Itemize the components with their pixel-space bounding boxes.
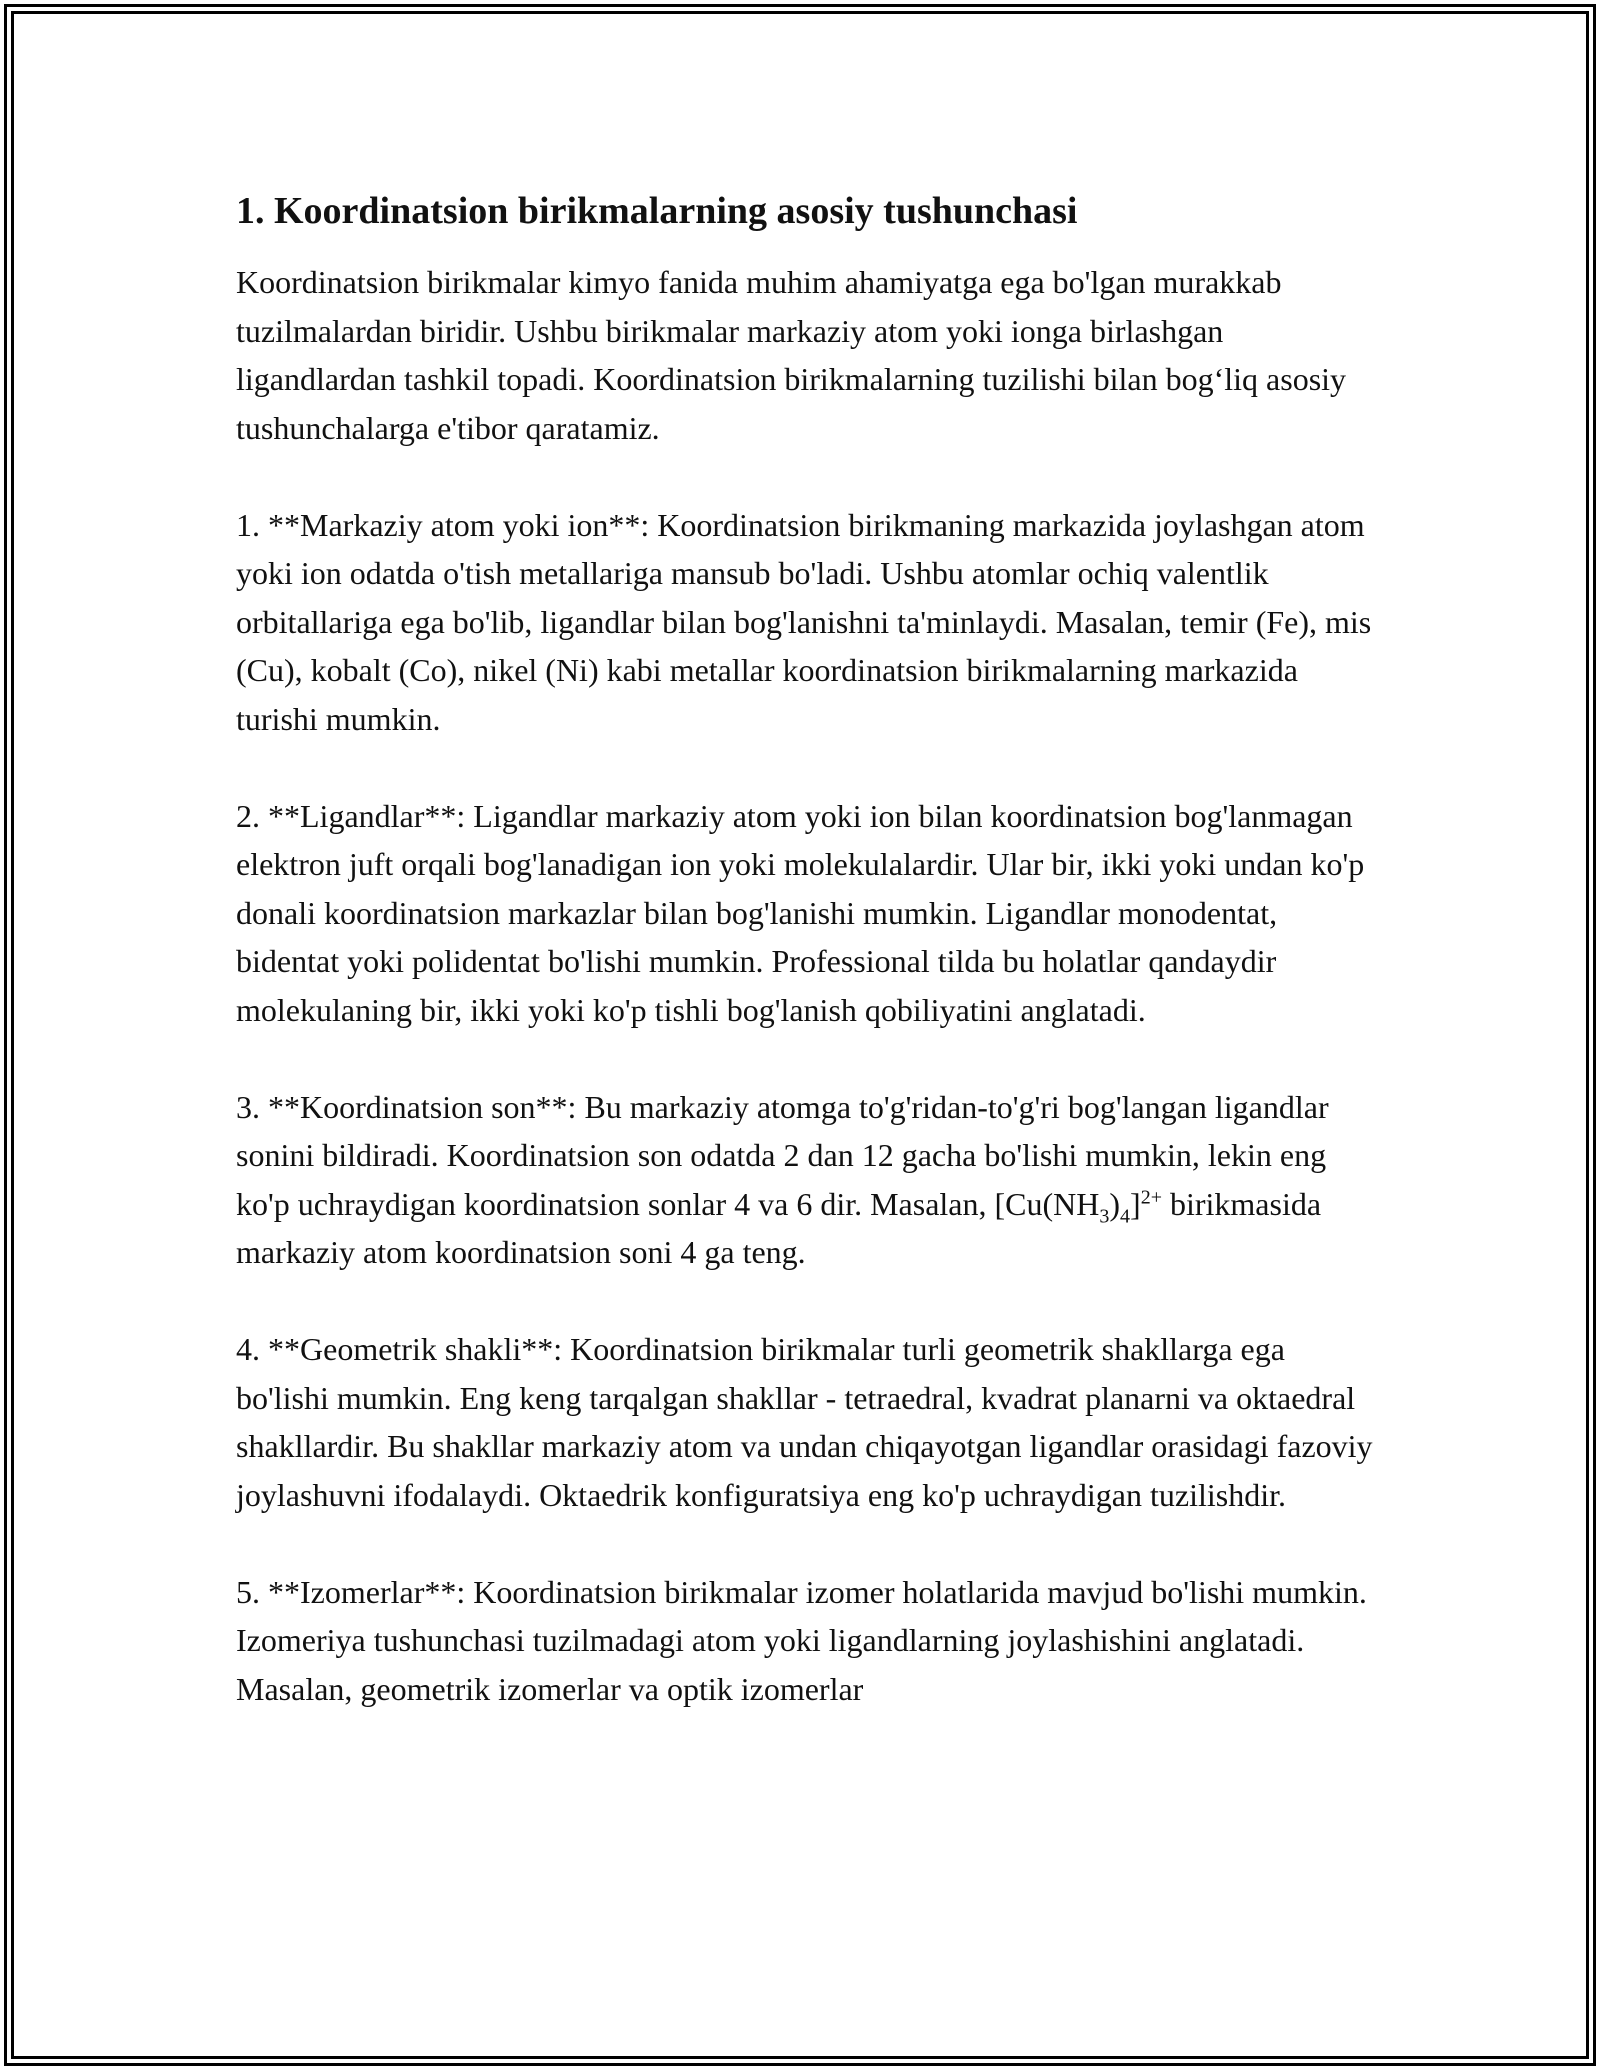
- formula-part: ): [1109, 1185, 1121, 1222]
- paragraph-central-atom: 1. **Markaziy atom yoki ion**: Koordinatsion birikmaning markazida joylashgan atom yoki ion odatda o'tish metallariga mansub bo'ladi. Ushbu atomlar ochiq valentlik orbitallariga ega bo'lib, ligandlar bilan bog'lanishni ta'minlaydi. Masalan, temir (Fe), mis (Cu), kobalt (Co), nikel (Ni) kabi metallar koordinatsion birikmalarning markazida turishi mumkin.: [236, 506, 1372, 737]
- formula-subscript-4: 4: [1120, 1204, 1131, 1227]
- formula-part: [Cu(NH: [994, 1185, 1100, 1222]
- coordination-number-text-end: birikmasida markaziy atom koordinatsion soni 4 ga teng.: [236, 1185, 1322, 1270]
- section-heading: 1. Koordinatsion birikmalarning asosiy tushunchasi: [236, 190, 1078, 232]
- paragraph-coordination-number: [236, 1083, 1376, 1277]
- formula-subscript-3: 3: [1099, 1204, 1110, 1227]
- paragraph-geometry: 4. **Geometrik shakli**: Koordinatsion birikmalar turli geometrik shakllarga ega bo'lishi mumkin. Eng keng tarqalgan shakllar - tetraedral, kvadrat planarni va oktaedral shakllardir. Bu shakllar markaziy atom va undan chiqayotgan ligandlar orasidagi fazoviy joylashuvni ifodalaydi. Oktaedrik konfiguratsiya eng ko'p uchraydigan tuzilishdir.: [236, 1331, 1373, 1513]
- paragraph-ligands: 2. **Ligandlar**: Ligandlar markaziy atom yoki ion bilan koordinatsion bog'lanmagan elektron juft orqali bog'lanadigan ion yoki molekulalardir. Ular bir, ikki yoki undan ko'p donali koordinatsion markazlar bilan bog'lanishi mumkin. Ligandlar monodentat, bidentat yoki polidentat bo'lishi mumkin. Professional tilda bu holatlar qandaydir molekulaning bir, ikki yoki ko'p tishli bog'lanish qobiliyatini anglatadi.: [236, 797, 1365, 1028]
- formula-charge-superscript: 2+: [1140, 1185, 1162, 1208]
- formula-part: ]: [1130, 1185, 1141, 1222]
- intro-paragraph: Koordinatsion birikmalar kimyo fanida muhim ahamiyatga ega bo'lgan murakkab tuzilmalardan biridir. Ushbu birikmalar markaziy atom yoki ionga birlashgan ligandlardan tashkil topadi. Koordinatsion birikmalarning tuzilishi bilan bog‘liq asosiy tushunchalarga e'tibor qaratamiz.: [236, 264, 1347, 446]
- paragraph-isomers: 5. **Izomerlar**: Koordinatsion birikmalar izomer holatlarida mavjud bo'lishi mumkin. Izomeriya tushunchasi tuzilmadagi atom yoki ligandlarning joylashishini anglatadi. Masalan, geometrik izomerlar va optik izomerlar: [236, 1573, 1367, 1707]
- coordination-number-text: 3. **Koordinatsion son**: Bu markaziy atomga to'g'ridan-to'g'ri bog'langan ligandlar sonini bildiradi. Koordinatsion son odatda 2 dan 12 gacha bo'lishi mumkin, lekin eng ko'p uchraydigan koordinatsion sonlar 4 va 6 dir. Masalan,: [236, 1088, 1329, 1222]
- document-body: [236, 186, 1376, 1762]
